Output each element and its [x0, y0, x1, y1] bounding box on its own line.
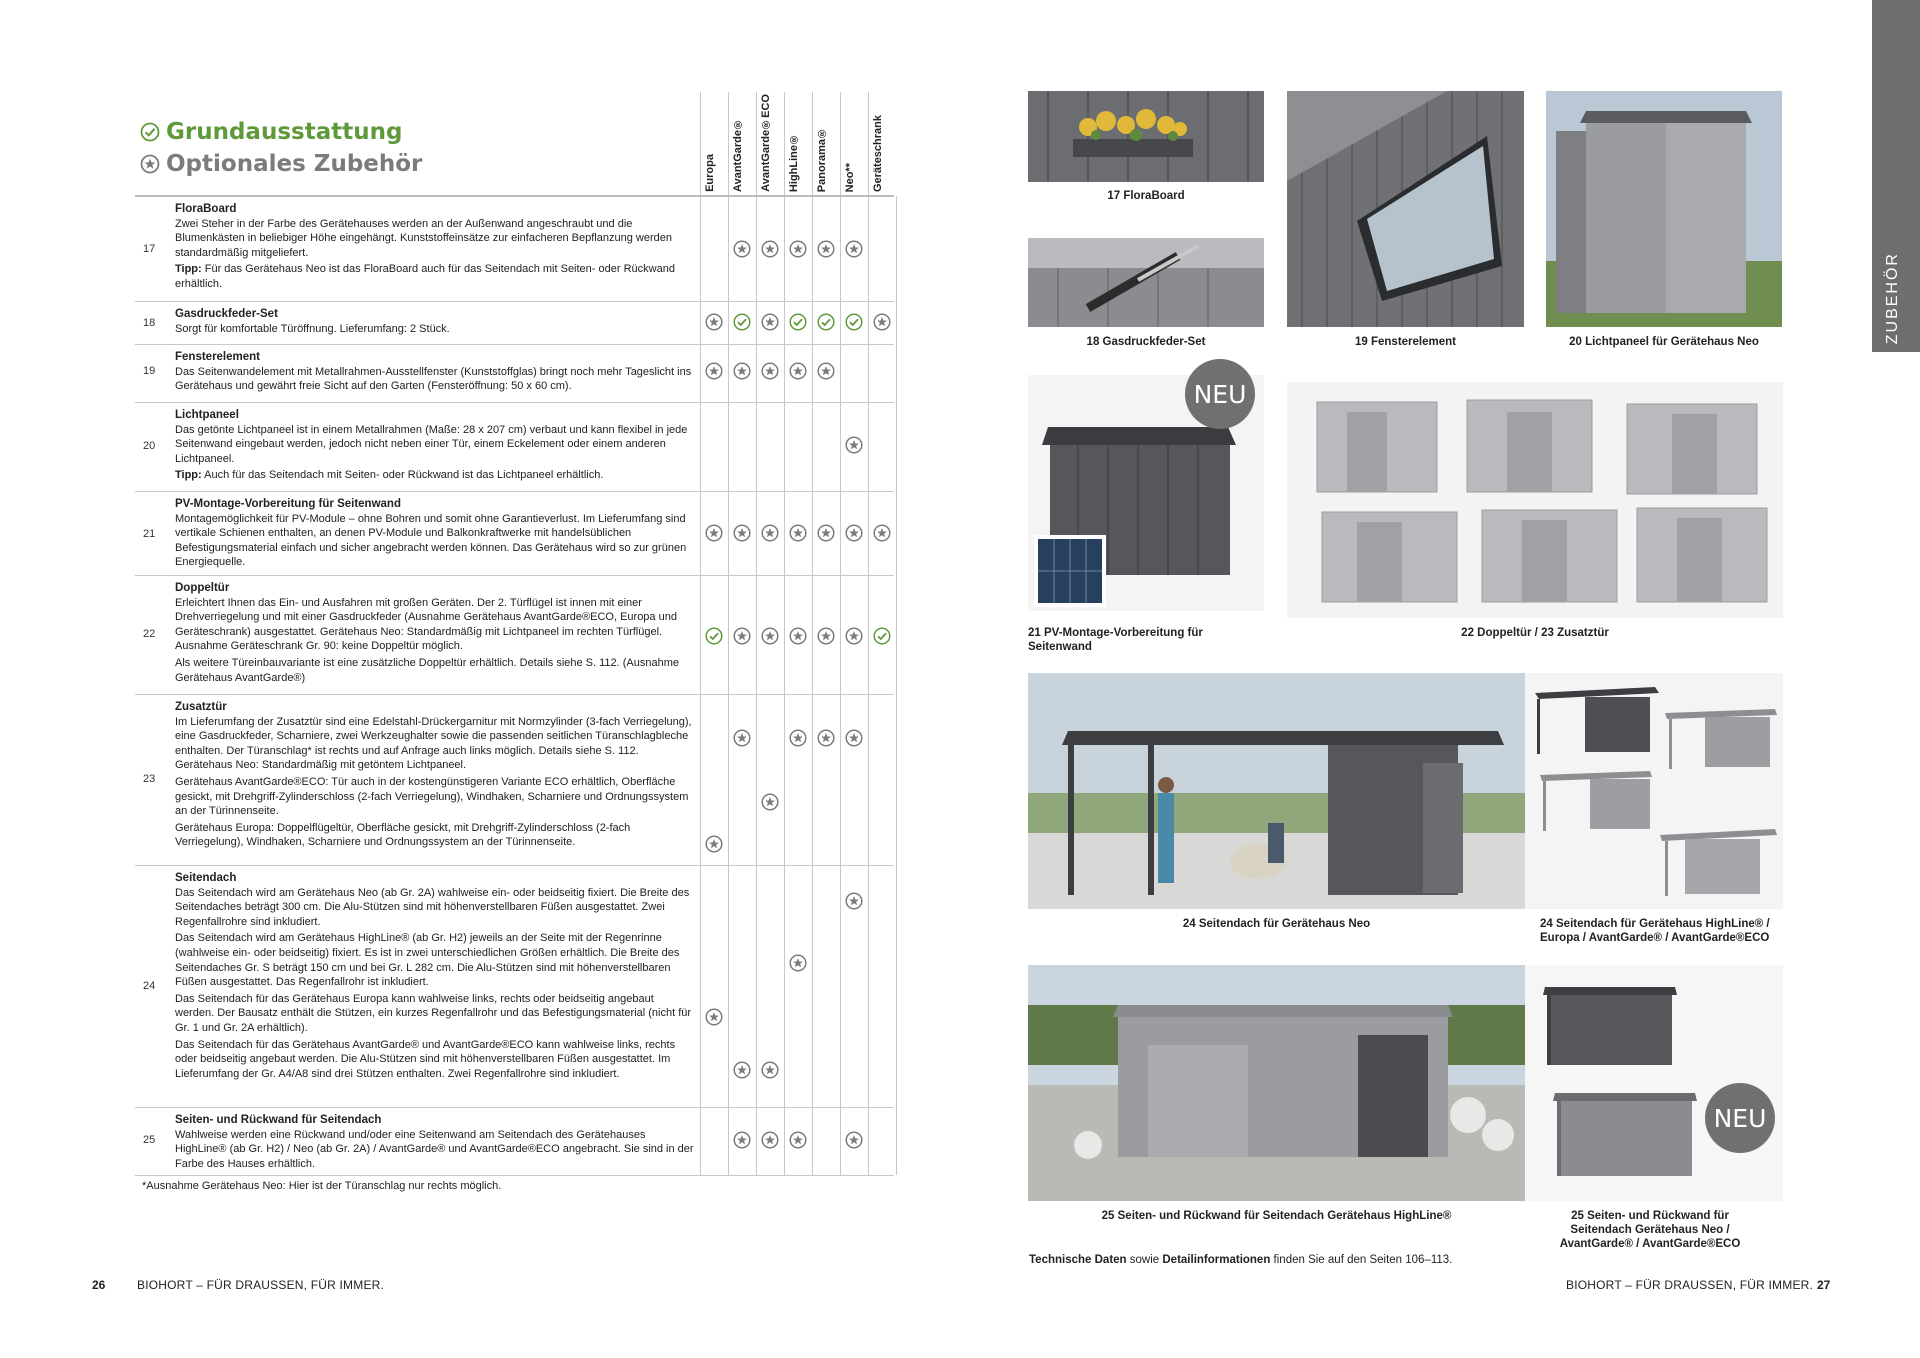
caption-number: 24	[1540, 918, 1553, 930]
side-roof-variants-photo	[1525, 673, 1783, 909]
star-circle-icon	[845, 436, 863, 454]
technical-data-note	[1029, 1254, 1452, 1266]
row-divider	[135, 575, 894, 576]
tip-text: Auch für das Seitendach mit Seiten- oder Rückwand ist das Lichtpaneel erhältlich.	[204, 469, 604, 482]
column-header	[868, 92, 895, 196]
row-text: Das Seitendach wird am Gerätehaus Neo (ab Gr. 2A) wahlweise ein- oder beidseitig fixiert. Die Breite des Seitendaches beträgt 300 cm. Die Alu-Stützen sind mit höhenverstellbaren Füßen ausgestattet. Zwei Regenfallrohre sind inkludiert.	[175, 886, 690, 928]
column-header	[700, 92, 727, 196]
column-header	[840, 92, 867, 196]
tech-text-2: finden Sie auf den Seiten 106–113.	[1270, 1254, 1453, 1266]
table-row-20	[135, 405, 700, 491]
tech-bold-2: Detailinformationen	[1162, 1254, 1271, 1266]
column-rule	[756, 196, 757, 1175]
star-circle-icon	[761, 793, 779, 811]
caption-floraboard	[1028, 189, 1264, 203]
column-rule	[840, 196, 841, 1175]
footnote: *Ausnahme Gerätehaus Neo: Hier ist der Türanschlag nur rechts möglich.	[142, 1180, 502, 1192]
row-text: Das getönte Lichtpaneel ist in einem Metallrahmen (Maße: 28 x 207 cm) verbaut und kann flexibel in jede Seitenwand eingebaut werden, jedoch nicht neben einer Tür, einem Eckelement oder einem anderen Lichtpaneel.	[175, 423, 688, 465]
caption-door-variants	[1287, 626, 1783, 640]
caption-label: Fensterelement	[1370, 336, 1456, 348]
caption-label: Seitendach für Gerätehaus Neo	[1198, 918, 1371, 930]
column-header	[784, 92, 811, 196]
star-circle-icon	[761, 1061, 779, 1079]
check-circle-icon	[817, 313, 835, 331]
star-circle-icon	[705, 835, 723, 853]
check-circle-icon	[140, 122, 160, 142]
row-text: Gerätehaus AvantGarde®ECO: Tür auch in der kostengünstigeren Variante ECO erhältlich, Oberfläche gesickt, mit Drehgriff-Zylinderschloss (2-fach Verriegelung), Windhaken, Scharniere und Ordnungssystem an der Türinnenseite.	[175, 775, 689, 818]
check-circle-icon	[705, 627, 723, 645]
row-text: Sorgt für komfortable Türöffnung. Lieferumfang: 2 Stück.	[175, 322, 450, 335]
new-badge-text: NEU	[1193, 379, 1247, 409]
legend-optional-label: Optionales Zubehör	[166, 151, 423, 177]
row-text: Erleichtert Ihnen das Ein- und Ausfahren mit großen Geräten. Der 2. Türflügel ist innen mit einer Drehverriegelung und mit einer Gasdruckfeder (Ausnahme Gerätehaus AvantGarde®ECO, Europa und Geräteschrank) ausgestattet. Gerätehaus Neo: Standardmäßig mit Lichtpaneel im rechten Türflügel. Ausnahme Geräteschrank Gr. 90: keine Doppeltür möglich.	[175, 596, 677, 653]
table-bottom-rule	[135, 1175, 894, 1176]
caption-label: PV-Montage-Vorbereitung für Seitenwand	[1028, 627, 1203, 653]
star-circle-icon	[873, 313, 891, 331]
star-circle-icon	[817, 240, 835, 258]
door-variants-photo	[1287, 382, 1783, 618]
row-number: 23	[143, 773, 156, 785]
row-title: Doppeltür	[175, 582, 230, 594]
star-circle-icon	[845, 524, 863, 542]
star-circle-icon	[789, 524, 807, 542]
floraboard-photo	[1028, 91, 1264, 182]
row-number: 19	[143, 365, 156, 377]
column-header	[756, 92, 783, 196]
column-header-label: Europa	[704, 154, 716, 192]
window-image	[1287, 91, 1524, 327]
caption-label: FloraBoard	[1123, 190, 1185, 202]
table-row-25	[135, 1110, 700, 1170]
row-title: FloraBoard	[175, 203, 237, 215]
check-circle-icon	[873, 627, 891, 645]
tech-text-1: sowie	[1126, 1254, 1163, 1266]
row-title: PV-Montage-Vorbereitung für Seitenwand	[175, 498, 401, 510]
legend-basic-label: Grundausstattung	[166, 119, 403, 145]
table-row-18	[135, 304, 700, 344]
row-title: Seitendach	[175, 872, 237, 884]
column-header	[728, 92, 755, 196]
row-text: Das Seitenwandelement mit Metallrahmen-Ausstellfenster (Kunststoffglas) bringt noch mehr Tageslicht ins Gerätehaus und gewährt freie Sicht auf den Garten (Fensteröffnung: 50 x 60 cm).	[175, 365, 692, 393]
legend	[140, 116, 422, 180]
column-header-label: Geräteschrank	[872, 114, 884, 192]
row-number: 24	[143, 980, 156, 992]
star-circle-icon	[789, 729, 807, 747]
page-number-left: 26	[92, 1278, 106, 1292]
star-circle-icon	[817, 524, 835, 542]
star-circle-icon	[789, 627, 807, 645]
caption-number-2: 23	[1541, 627, 1554, 639]
star-circle-icon	[761, 524, 779, 542]
star-circle-icon	[761, 240, 779, 258]
star-circle-icon	[789, 954, 807, 972]
column-header-label: Neo**	[844, 162, 856, 192]
star-circle-icon	[733, 1061, 751, 1079]
window-photo	[1287, 91, 1524, 327]
column-header-label: AvantGarde®ECO	[760, 94, 772, 192]
table-row-19	[135, 347, 700, 401]
star-circle-icon	[789, 1131, 807, 1149]
gas-spring-photo	[1028, 238, 1264, 327]
star-circle-icon	[705, 313, 723, 331]
column-rule	[784, 196, 785, 1175]
star-circle-icon	[789, 240, 807, 258]
column-header-label: Panorama®	[816, 126, 828, 192]
caption-label-2: Zusatztür	[1557, 627, 1609, 639]
row-text: Im Lieferumfang der Zusatztür sind eine Edelstahl-Drückergarnitur mit Normzylinder (3-fach Verriegelung), eine Gasdruckfeder, Scharniere, zwei Werkzeughalter sowie die passenden seitlichen Türanschlagbleche enthalten. Der Türanschlag* ist rechts und auf Anfrage auch links möglich. Details siehe S. 112. Gerätehaus Neo: Standardmäßig mit getöntem Lichtpaneel.	[175, 715, 692, 772]
row-number: 21	[143, 528, 156, 540]
star-circle-icon	[761, 1131, 779, 1149]
row-number: 22	[143, 628, 156, 640]
table-row-21	[135, 494, 700, 574]
star-circle-icon	[705, 362, 723, 380]
row-divider	[135, 301, 894, 302]
star-circle-icon	[733, 240, 751, 258]
caption-number: 25	[1101, 1210, 1115, 1222]
caption-number: 21	[1028, 627, 1041, 639]
star-circle-icon	[733, 524, 751, 542]
row-divider	[135, 491, 894, 492]
star-circle-icon	[817, 729, 835, 747]
row-text: Als weitere Türeinbauvariante ist eine zusätzliche Doppeltür erhältlich. Details siehe S. 112. (Ausnahme Gerätehaus AvantGarde®)	[175, 656, 680, 684]
side-wall-highline-image	[1028, 965, 1525, 1201]
legend-optional	[140, 148, 422, 180]
side-roof-variants-image	[1525, 673, 1783, 909]
column-header-label: HighLine®	[788, 132, 800, 192]
side-tab	[1872, 0, 1920, 352]
caption-label: Seiten- und Rückwand für Seitendach Gerätehaus HighLine®	[1117, 1210, 1452, 1222]
star-circle-icon	[845, 627, 863, 645]
check-circle-icon	[789, 313, 807, 331]
caption-number: 24	[1182, 918, 1196, 930]
caption-label: Seitendach für Gerätehaus HighLine® / Europa / AvantGarde® / AvantGarde®ECO	[1540, 918, 1770, 944]
caption-side-roof-variants	[1540, 917, 1780, 945]
row-title: Lichtpaneel	[175, 409, 239, 421]
star-circle-icon	[705, 1008, 723, 1026]
side-tab-label: ZUBEHÖR	[1884, 252, 1901, 345]
caption-number: 25	[1571, 1210, 1584, 1222]
tip-label: Tipp:	[175, 469, 202, 482]
caption-number: 20	[1569, 336, 1582, 348]
star-circle-icon	[733, 729, 751, 747]
light-panel-photo	[1546, 91, 1782, 327]
caption-side-roof-neo	[1028, 917, 1525, 931]
tip-label: Tipp:	[175, 263, 202, 276]
check-circle-icon	[845, 313, 863, 331]
star-circle-icon	[873, 524, 891, 542]
new-badge	[1185, 359, 1255, 429]
row-title: Seiten- und Rückwand für Seitendach	[175, 1114, 382, 1126]
side-roof-neo-photo	[1028, 673, 1525, 909]
table-row-17	[135, 199, 700, 301]
row-text: Gerätehaus Europa: Doppelflügeltür, Oberfläche gesickt, mit Drehgriff-Zylinderschloss (2-fach Verriegelung), Windhaken, Scharniere und Ordnungssystem an der Türinnenseite.	[175, 821, 631, 849]
row-number: 20	[143, 440, 156, 452]
row-title: Fensterelement	[175, 351, 261, 363]
page-number-right: 27	[1817, 1278, 1831, 1292]
row-text: Zwei Steher in der Farbe des Gerätehauses werden an der Außenwand angeschraubt und die Blumenkästen in beliebiger Höhe eingehängt. Kunststoffeinsätze zur einfacheren Bepflanzung werden standardmäßig mitgeliefert.	[175, 217, 672, 259]
star-circle-icon	[845, 729, 863, 747]
row-text: Wahlweise werden eine Rückwand und/oder eine Seitenwand am Seitendach des Gerätehauses HighLine® (ab Gr. H2) / Neo (ab Gr. 2A) / AvantGarde® und AvantGarde®ECO angebracht. Sie sind in der Farbe des Hauses erhältlich.	[175, 1128, 694, 1170]
caption-side-wall-neo	[1550, 1209, 1750, 1251]
star-circle-icon	[817, 362, 835, 380]
row-divider	[135, 402, 894, 403]
star-circle-icon	[845, 1131, 863, 1149]
star-circle-icon	[761, 313, 779, 331]
row-number: 17	[143, 243, 156, 255]
caption-window	[1287, 335, 1524, 349]
star-circle-icon	[845, 892, 863, 910]
row-number: 18	[143, 317, 156, 329]
row-number: 25	[143, 1134, 156, 1146]
star-circle-icon	[140, 154, 160, 174]
row-tip	[175, 262, 695, 291]
column-rule	[728, 196, 729, 1175]
tech-bold-1: Technische Daten	[1029, 1254, 1127, 1266]
table-top-rule	[135, 195, 894, 197]
star-circle-icon	[789, 362, 807, 380]
star-circle-icon	[845, 240, 863, 258]
row-divider	[135, 344, 894, 345]
star-circle-icon	[761, 627, 779, 645]
caption-label: Lichtpaneel für Gerätehaus Neo	[1585, 336, 1759, 348]
column-rule	[868, 196, 869, 1175]
check-circle-icon	[733, 313, 751, 331]
caption-number: 22	[1461, 627, 1474, 639]
star-circle-icon	[733, 1131, 751, 1149]
column-rule	[812, 196, 813, 1175]
row-divider	[135, 694, 894, 695]
caption-label: Gasdruckfeder-Set	[1102, 336, 1206, 348]
star-circle-icon	[733, 627, 751, 645]
table-row-22	[135, 578, 700, 690]
caption-pv-mount	[1028, 626, 1268, 654]
column-header	[812, 92, 839, 196]
new-badge	[1705, 1083, 1775, 1153]
caption-separator: /	[1531, 627, 1542, 639]
legend-basic	[140, 116, 422, 148]
caption-number: 18	[1086, 336, 1100, 348]
footer-text-left: BIOHORT – FÜR DRAUSSEN, FÜR IMMER.	[137, 1278, 385, 1292]
caption-label: Seiten- und Rückwand für Seitendach Gerätehaus Neo / AvantGarde® / AvantGarde®ECO	[1559, 1210, 1741, 1250]
caption-side-wall-highline	[1028, 1209, 1525, 1223]
row-title: Gasdruckfeder-Set	[175, 308, 278, 320]
table-row-23	[135, 697, 700, 862]
star-circle-icon	[733, 362, 751, 380]
caption-light-panel	[1546, 335, 1782, 349]
door-variants-image	[1287, 382, 1783, 618]
row-text: Das Seitendach für das Gerätehaus Europa kann wahlweise links, rechts oder beidseitig angebaut werden. Der Bausatz enthält die Stützen, ein kurzes Regenfallrohr und das Befestigungsmaterial (nicht für Gr. 1 und Gr. 2A erhältlich).	[175, 992, 692, 1034]
caption-number: 17	[1107, 190, 1121, 202]
column-rule	[700, 196, 701, 1175]
footer-text-right: BIOHORT – FÜR DRAUSSEN, FÜR IMMER.	[1566, 1278, 1814, 1292]
table-row-24	[135, 868, 700, 1104]
row-text: Montagemöglichkeit für PV-Module – ohne Bohren und somit ohne Garantieverlust. Im Lieferumfang sind vertikale Schienen enthalten, an denen PV-Module und Balkonkraftwerke mit handelsüblichen Befestigungsmaterial einfach und sicher angebracht werden können. Das Gerätehaus wird so zur grünen Energiequelle.	[175, 512, 687, 569]
caption-number: 19	[1354, 336, 1368, 348]
star-circle-icon	[705, 524, 723, 542]
star-circle-icon	[761, 362, 779, 380]
gas-spring-image	[1028, 238, 1264, 327]
side-roof-neo-image	[1028, 673, 1525, 909]
caption-gas-spring	[1028, 335, 1264, 349]
column-header-label: AvantGarde®	[732, 118, 744, 192]
new-badge-text: NEU	[1713, 1103, 1767, 1133]
row-tip	[175, 468, 695, 483]
row-divider	[135, 865, 894, 866]
side-wall-highline-photo	[1028, 965, 1525, 1201]
row-text: Das Seitendach für das Gerätehaus AvantGarde® und AvantGarde®ECO kann wahlweise links, rechts oder beidseitig angebaut werden. Die Alu-Stützen sind mit höhenverstellbaren Füßen ausgestattet. Im Lieferumfang der Gr. A4/A8 sind drei Stützen enthalten. Zwei Regenfallrohre sind inkludiert.	[175, 1038, 676, 1080]
tip-text: Für das Gerätehaus Neo ist das FloraBoard auch für das Seitendach mit Seiten- oder Rückwand erhältlich.	[175, 263, 675, 290]
light-panel-image	[1546, 91, 1782, 327]
star-circle-icon	[817, 627, 835, 645]
row-text: Das Seitendach wird am Gerätehaus HighLine® (ab Gr. H2) jeweils an der Seite mit der Regenrinne (wahlweise ein- oder beidseitig) fixiert. Es ist in zwei unterschiedlichen Größen erhältlich. Die Breite des Seitendaches Gr. S beträgt 150 cm und bei Gr. L 282 cm. Die Alu-Stützen sind mit höhenverstellbaren Füßen ausgestattet. Das Regenfallrohr ist inkludiert.	[175, 932, 680, 989]
column-rule	[896, 196, 897, 1175]
caption-label: Doppeltür	[1477, 627, 1532, 639]
row-title: Zusatztür	[175, 701, 227, 713]
floraboard-image	[1028, 91, 1264, 182]
row-divider	[135, 1107, 894, 1108]
